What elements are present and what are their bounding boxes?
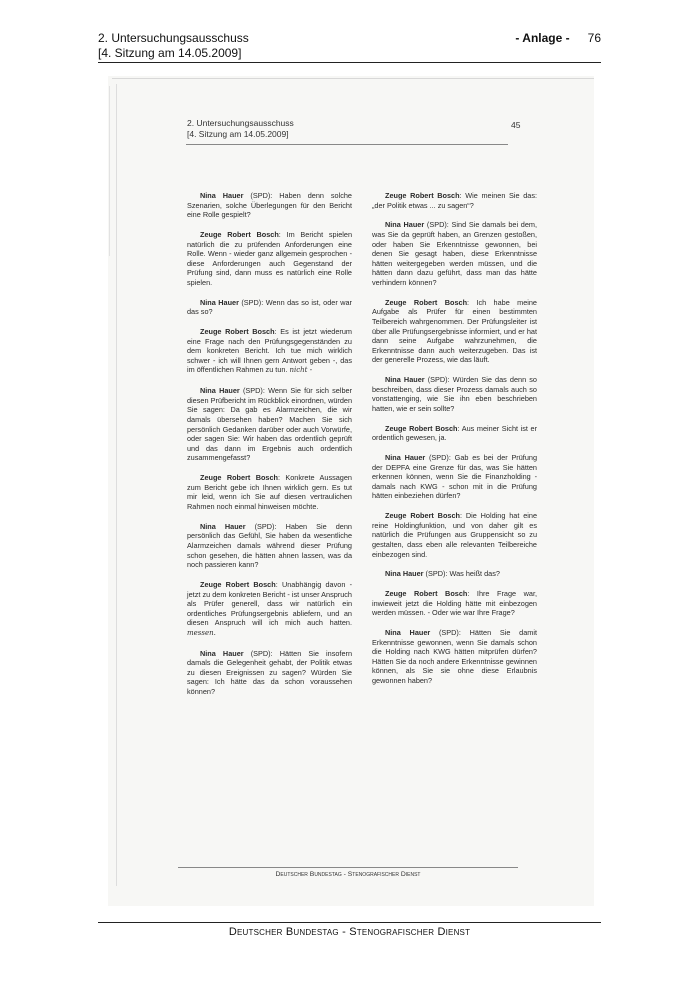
scan-header bbox=[187, 118, 294, 140]
page-header bbox=[98, 31, 601, 61]
transcript-paragraph: Nina Hauer (SPD): Was heißt das? bbox=[385, 569, 500, 579]
header-anlage: - Anlage - bbox=[515, 31, 570, 45]
header-rule bbox=[98, 62, 601, 63]
scan-header-rule bbox=[186, 144, 508, 145]
header-committee: 2. Untersuchungsausschuss bbox=[98, 31, 249, 45]
scan-edge bbox=[116, 84, 117, 886]
transcript-column-right bbox=[372, 191, 537, 696]
transcript-paragraph: Zeuge Robert Bosch: Es ist jetzt wiederum eine Frage nach den Prüfungsgegenständen zu dem konkreten Bericht. Ich tue mich wirklich schwer - ich will Ihnen gern Antwort geben -, das im öffentlichen Rahmen zu tun. nicht - bbox=[187, 327, 352, 375]
transcript-column-left bbox=[187, 191, 352, 707]
page-footer: Deutscher Bundestag - Stenografischer Dienst bbox=[98, 922, 601, 938]
transcript-paragraph: Zeuge Robert Bosch: Ihre Frage war, inwieweit jetzt die Holding hätte mit einbezogen werden müssen. - Oder wie war Ihre Frage? bbox=[372, 589, 537, 618]
transcript-paragraph: Zeuge Robert Bosch: Die Holding hat eine reine Holdingfunktion, und von daher gilt es natürlich die Prüfungen aus Gruppensicht so zu gestalten, dass eben alle relevanten Teilbereiche einbezogen sind. bbox=[372, 511, 538, 559]
transcript-paragraph: Zeuge Robert Bosch: Im Bericht spielen natürlich die zu prüfenden Anforderungen eine Rolle. Wenn - wieder ganz allgemein gesprochen - diese Anforderungen auch Gegenstand der Prüfung sind, dann muss es natürlich eine Rolle spielen. bbox=[187, 229, 353, 287]
transcript-paragraph: Nina Hauer (SPD): Wenn Sie für sich selber diesen Prüfbericht im Rückblick einordnen, würden Sie sagen: Da gab es Alarmzeichen, die wir damals übersehen haben? Machen Sie sich persönlich Gedanken darüber oder auch Vorwürfe, oder sagen Sie: Wir haben das ordentlich geprüft und das dann im Ergebnis auch ordentlich zusammengefasst? bbox=[187, 386, 353, 463]
handwritten-note: messen. bbox=[187, 628, 216, 637]
scanned-page bbox=[108, 76, 594, 906]
transcript-paragraph: Zeuge Robert Bosch: Wie meinen Sie das: „der Politik etwas ... zu sagen“? bbox=[372, 191, 537, 210]
handwritten-note: nicht - bbox=[289, 366, 313, 375]
scan-header-session: [4. Sitzung am 14.05.2009] bbox=[187, 129, 289, 139]
header-page-number: 76 bbox=[587, 31, 601, 45]
transcript-paragraph: Zeuge Robert Bosch: Unabhängig davon - jetzt zu dem konkreten Bericht - ist unser Anspruch als Prüfer generell, dass wir natürlich ein ordentliches Prüfungsergebnis abliefern, und an diesen Anspruch will ich mich auch hatten. messen. bbox=[187, 579, 352, 637]
transcript-paragraph: Nina Hauer (SPD): Haben Sie denn persönlich das Gefühl, Sie haben da wesentliche Alarmzeichen damals während dieser Prüfung schon gesehen, die hätten ahnen lassen, was da noch passieren kann? bbox=[187, 521, 352, 570]
transcript-paragraph: Nina Hauer (SPD): Haben denn solche Szenarien, solche Überlegungen für den Bericht eine Rolle gespielt? bbox=[187, 191, 352, 220]
transcript-paragraph: Nina Hauer (SPD): Würden Sie das denn so beschreiben, dass dieser Prozess damals auch so vonstattenging, wie Sie ihn eben beschrieben hatten, wie er sein sollte? bbox=[372, 375, 537, 413]
transcript-paragraph: Zeuge Robert Bosch: Aus meiner Sicht ist er ordentlich gewesen, ja. bbox=[372, 423, 538, 443]
transcript-paragraph: Nina Hauer (SPD): Hätten Sie insofern damals die Gelegenheit gehabt, der Politik etwas zu diesen Ereignissen zu sagen? Würden Sie sagen: Ich hätte das da schon voraussehen können? bbox=[187, 648, 353, 697]
scan-footer: Deutscher Bundestag - Stenografischer Dienst bbox=[178, 867, 518, 878]
scan-edge bbox=[109, 86, 110, 256]
transcript-paragraph: Nina Hauer (SPD): Hätten Sie damit Erkenntnisse gewonnen, wenn Sie damals schon die Holding nach KWG hätten mitprüfen dürfen? Hätten Sie da noch andere Erkenntnisse gewinnen können, als Sie sie ohne diese Erlaubnis gewonnen haben? bbox=[372, 628, 537, 686]
scan-edge bbox=[112, 78, 594, 79]
header-session: [4. Sitzung am 14.05.2009] bbox=[98, 46, 242, 60]
scan-header-committee: 2. Untersuchungsausschuss bbox=[187, 118, 294, 128]
transcript-paragraph: Zeuge Robert Bosch: Konkrete Aussagen zum Bericht gebe ich Ihnen wirklich gern. Es tut mir leid, wenn ich Sie auf diesen vertraulichen Rahmen noch einmal hinweisen möchte. bbox=[187, 473, 352, 511]
transcript-paragraph: Zeuge Robert Bosch: Ich habe meine Aufgabe als Prüfer für einen bestimmten Teilbereich wahrgenommen. Der Prüfungsleiter ist über alle Prüfungsergebnisse informiert, und er hat dann seine Aufgabe wahrzunehmen, die Erkenntnisse dann auch weiterzugeben. Das ist der generelle Prozess, wie das läuft. bbox=[372, 297, 537, 365]
scan-page-number: 45 bbox=[511, 120, 521, 130]
transcript-paragraph: Nina Hauer (SPD): Wenn das so ist, oder war das so? bbox=[187, 297, 352, 317]
transcript-paragraph: Nina Hauer (SPD): Sind Sie damals bei dem, was Sie da geprüft haben, an Grenzen gestoßen, oder haben Sie Erkenntnisse gewonnen, bei denen Sie gesagt haben, diese Erkenntnisse hätten weitergegeben werden müssen, und die hätten dann dazu geführt, dass man das hätte verhindern können? bbox=[372, 220, 537, 287]
transcript-paragraph: Nina Hauer (SPD): Gab es bei der Prüfung der DEPFA eine Grenze für das, was Sie hätten erkennen können, wenn Sie die Finanzholding - damals nach KWG - schon mit in die Prüfung hätten einbeziehen dürfen? bbox=[372, 453, 537, 501]
